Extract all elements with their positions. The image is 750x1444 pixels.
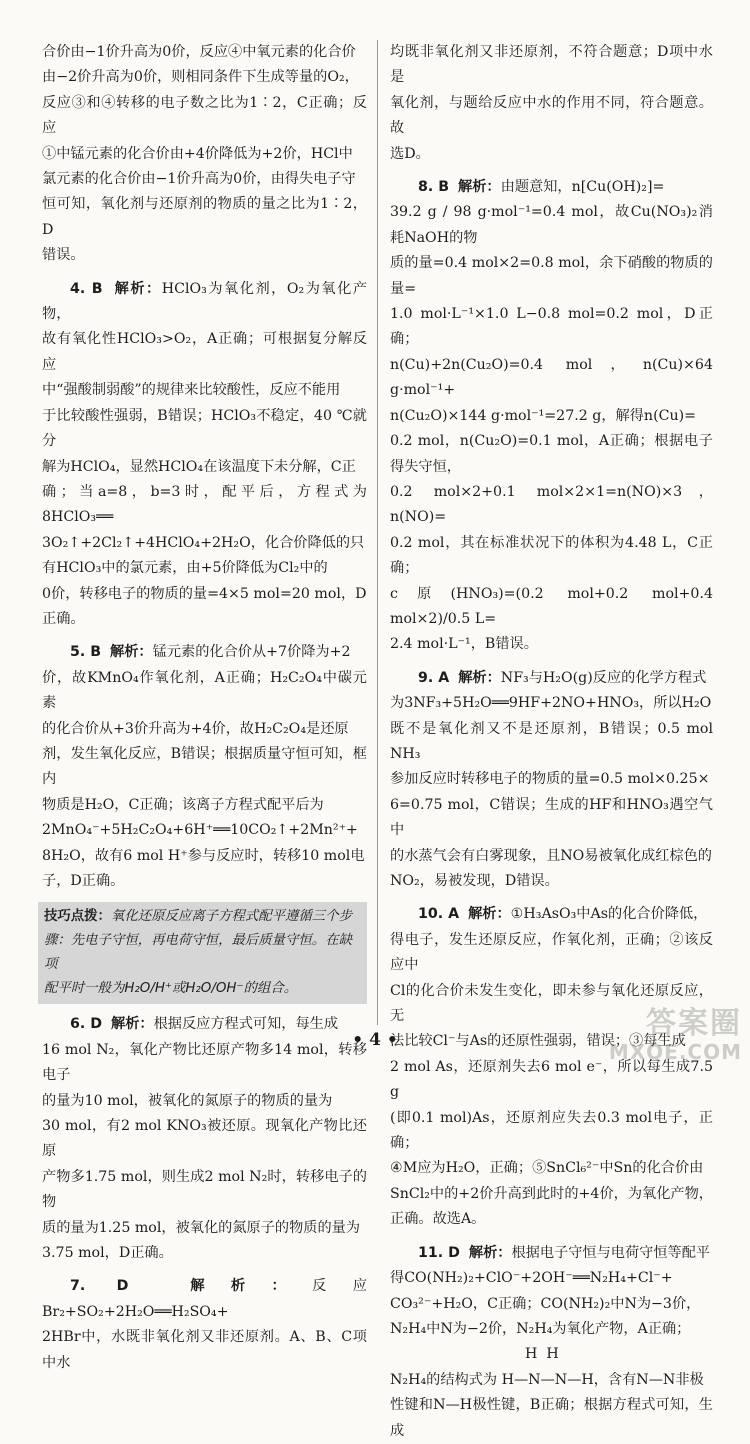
text-line: 性键和N—H极性键，B正确；根据方程式可知，生成 <box>390 1397 713 1439</box>
text-line: ①中锰元素的化合价由+4价降低为+2价，HCl中 <box>42 145 353 162</box>
text-line: 正确。 <box>42 610 85 627</box>
left-paragraph-continued <box>42 40 367 269</box>
text-line: 子，D正确。 <box>42 873 125 889</box>
answer-4-first-line <box>42 277 367 328</box>
text-line: 为3NF₃+5H₂O══9HF+2NO+HNO₃，所以H₂O <box>390 695 712 712</box>
text-line: Cl的化合价未发生变化，即未参与氧化还原反应，无 <box>390 982 713 1025</box>
text-line: 均既非氧化剂又非还原剂，不符合题意；D项中水是 <box>390 44 713 86</box>
answer-9-first-line <box>390 666 713 691</box>
text-line: n(Cu)+2n(Cu₂O)=0.4 mol，n(Cu)×64 g·mol⁻¹+ <box>390 356 713 399</box>
text-line: 故有氧化性HClO₃>O₂，A正确；可根据复分解反应 <box>42 331 367 373</box>
text-line: 由−2价升高为0价，则相同条件下生成等量的O₂， <box>42 69 359 86</box>
text-line: 氯元素的化合价由−1价升高为0价，由得失电子守 <box>42 171 356 188</box>
text-line: c原(HNO₃)=(0.2 mol+0.2 mol+0.4 mol×2)/0.5 L= <box>390 585 713 627</box>
text-line: 法比较Cl⁻与As的还原性强弱，错误；③每生成 <box>390 1033 686 1050</box>
text-line: 2 mol As，还原剂失去6 mol e⁻，所以每生成7.5 g <box>390 1058 713 1101</box>
text-line: 0.2 mol×2+0.1 mol×2×1=n(NO)×3，n(NO)= <box>390 483 713 526</box>
right-column <box>390 40 713 1444</box>
text-line: HClO₃为氧化剂，O₂为氧化产物， <box>42 280 368 323</box>
text-line: 0价，转移电子的物质的量=4×5 mol=20 mol，D <box>42 585 367 602</box>
text-line: 价，故KMnO₄作氧化剂，A正确；H₂C₂O₄中碳元素 <box>42 669 367 712</box>
text-line: 氧化还原反应离子方程式配平遵循三个步 <box>110 909 352 925</box>
text-line: 得电子，发生还原反应，作氧化剂，正确；②该反应中 <box>390 931 713 974</box>
answer-5 <box>42 640 367 894</box>
text-line: 6=0.75 mol，C错误；生成的HF和HNO₃遇空气中 <box>390 796 713 839</box>
structural-formula-top: H H <box>525 1346 559 1363</box>
text-line: N₂H₄的结构式为 H—N—N—H，含有N—N非极 <box>390 1371 704 1388</box>
text-line: 有HClO₃中的氯元素，由+5价降低为Cl₂中的 <box>42 560 328 577</box>
text-line: 2.4 mol·L⁻¹，B错误。 <box>390 636 538 653</box>
answer-11 <box>390 1241 713 1444</box>
right-paragraph-continued <box>390 40 713 167</box>
answer-number: 9. A <box>418 669 450 686</box>
analysis-label: 解析： <box>110 644 153 661</box>
text-line: 得CO(NH₂)₂+ClO⁻+2OH⁻══N₂H₄+Cl⁻+ <box>390 1270 673 1287</box>
text-line: 8H₂O，故有6 mol H⁺参与反应时，转移10 mol电 <box>42 847 365 864</box>
text-line: 于比较酸性强弱，B错误；HClO₃不稳定，40 ℃就分 <box>42 407 367 450</box>
analysis-label: 解析： <box>468 906 511 923</box>
answer-number: 6. D <box>70 1016 102 1033</box>
analysis-label: 解析： <box>458 179 501 196</box>
text-line: 参加反应时转移电子的物质的量=0.5 mol×0.25× <box>390 771 710 788</box>
text-line: 反应③和④转移的电子数之比为1∶2，C正确；反应 <box>42 94 367 137</box>
text-line: 合价由−1价升高为0价，反应④中氧元素的化合价 <box>42 44 356 60</box>
text-line: ④M应为H₂O，正确；⑤SnCl₆²⁻中Sn的化合价由 <box>390 1160 704 1177</box>
text-line: 选D。 <box>390 145 430 162</box>
text-line: NF₃与H₂O(g)反应的化学方程式 <box>500 669 707 686</box>
left-column <box>42 40 367 1376</box>
watermark-bottom: MXQE.COM <box>608 1040 742 1064</box>
text-line: 0.2 mol，n(Cu₂O)=0.1 mol，A正确；根据电子得失守恒， <box>390 433 713 475</box>
tip-first-line <box>44 905 361 929</box>
text-line: 质的量=0.4 mol×2=0.8 mol，余下硝酸的物质的量= <box>390 255 713 297</box>
text-line: 30 mol，有2 mol KNO₃被还原。现氧化产物比还原 <box>42 1118 367 1160</box>
answer-number: 8. B <box>418 179 450 196</box>
text-line: 解为HClO₄，显然HClO₄在该温度下未分解，C正 <box>42 458 356 475</box>
answer-6 <box>42 1012 367 1266</box>
text-line: 的量为10 mol，被氧化的氮原子的物质的量为 <box>42 1092 333 1109</box>
text-line: 2HBr中，水既非氧化剂又非还原剂。A、B、C项中水 <box>42 1329 367 1371</box>
text-line: N₂H₄中N为−2价，N₂H₄为氧化产物，A正确； <box>390 1320 691 1337</box>
column-divider <box>377 40 378 1025</box>
text-line: 质的量为1.25 mol，被氧化的氮原子的物质的量为 <box>42 1219 361 1236</box>
answer-4 <box>42 277 367 633</box>
text-line: 反应Br₂+SO₂+2H₂O══H₂SO₄+ <box>42 1278 367 1320</box>
answer-7 <box>42 1274 367 1376</box>
text-line: 的化合价从+3价升高为+4价，故H₂C₂O₄是还原 <box>42 720 349 737</box>
text-line: (即0.1 mol)As，还原剂应失去0.3 mol电子，正确； <box>390 1109 713 1152</box>
text-line: 根据反应方程式可知，每生成 <box>153 1016 339 1033</box>
text-line: 中“强酸制弱酸”的规律来比较酸性，反应不能用 <box>42 382 341 399</box>
text-line: 的水蒸气会有白雾现象，且NO易被氧化成红棕色的 <box>390 847 712 864</box>
text-line: 既不是氧化剂又不是还原剂，B错误；0.5 mol NH₃ <box>390 720 713 762</box>
text-line: 3.75 mol，D正确。 <box>42 1245 173 1262</box>
text-line: n(Cu₂O)×144 g·mol⁻¹=27.2 g，解得n(Cu)= <box>390 407 697 424</box>
tip-title: 技巧点拨： <box>44 909 111 925</box>
answer-7-first-line <box>42 1274 367 1325</box>
analysis-label: 解析： <box>114 280 162 297</box>
answer-number: 4. B <box>70 280 103 297</box>
answer-9 <box>390 666 713 895</box>
text-line: 配平时一般为H₂O/H⁺或H₂O/OH⁻的组合。 <box>44 981 298 997</box>
answer-5-first-line <box>42 640 367 665</box>
text-line: 由题意知，n[Cu(OH)₂]= <box>500 179 665 196</box>
answer-8-first-line <box>390 175 713 200</box>
text-line: NO₂，易被发现，D错误。 <box>390 873 559 889</box>
analysis-label: 解析： <box>111 1016 154 1033</box>
text-line: ①H₃AsO₃中As的化合价降低， <box>510 906 708 923</box>
answer-number: 7. D <box>70 1278 129 1295</box>
text-line: 氧化剂，与题给反应中水的作用不同，符合题意。故 <box>390 94 713 137</box>
text-line: 正确。故选A。 <box>390 1211 486 1228</box>
text-line: 16 mol N₂，氧化产物比还原产物多14 mol，转移电子 <box>42 1041 367 1084</box>
text-line: 1.0 mol·L⁻¹×1.0 L−0.8 mol=0.2 mol，D正确； <box>390 306 713 348</box>
answer-10-first-line <box>390 902 713 927</box>
text-line: 物质是H₂O，C正确；该离子方程式配平后为 <box>42 796 324 813</box>
text-line: SnCl₂中的+2价升高到此时的+4价，为氧化产物， <box>390 1185 713 1202</box>
text-line: 确；当a=8，b=3时，配平后，方程式为8HClO₃══ <box>42 483 367 526</box>
text-line: 39.2 g / 98 g·mol⁻¹=0.4 mol，故Cu(NO₃)₂消耗NaOH的物 <box>390 204 713 246</box>
text-line: 0.2 mol，其在标准状况下的体积为4.48 L，C正确； <box>390 534 713 577</box>
text-line: 锰元素的化合价从+7价降为+2 <box>152 644 351 661</box>
page-number: • 4 • <box>352 1030 398 1050</box>
text-line: 产物多1.75 mol，则生成2 mol N₂时，转移电子的物 <box>42 1168 367 1211</box>
text-line: 2MnO₄⁻+5H₂C₂O₄+6H⁺══10CO₂↑+2Mn²⁺+ <box>42 822 358 839</box>
text-line: 根据电子守恒与电荷守恒等配平 <box>511 1244 711 1261</box>
text-line: 恒可知，氧化剂与还原剂的物质的量之比为1∶2，D <box>42 196 367 238</box>
text-line: CO₃²⁻+H₂O，C正确；CO(NH₂)₂中N为−3价， <box>390 1295 701 1312</box>
answer-10 <box>390 902 713 1232</box>
analysis-label: 解析： <box>190 1278 313 1295</box>
text-line: 3O₂↑+2Cl₂↑+4HClO₄+2H₂O，化合价降低的只 <box>42 534 365 551</box>
watermark-top: 答案圈 <box>646 1006 742 1041</box>
analysis-label: 解析： <box>458 669 501 686</box>
answer-8 <box>390 175 713 658</box>
answer-number: 10. A <box>418 906 460 923</box>
answer-number: 5. B <box>70 644 102 661</box>
answer-number: 11. D <box>418 1244 460 1261</box>
text-line: 错误。 <box>42 247 85 264</box>
watermark-logo <box>592 1007 742 1067</box>
text-line: 剂，发生氧化反应，B错误；根据质量守恒可知，框内 <box>42 745 367 788</box>
analysis-label: 解析： <box>468 1244 512 1261</box>
text-line: 骤：先电子守恒，再电荷守恒，最后质量守恒。在缺项 <box>44 933 352 973</box>
answer-11-first-line <box>390 1241 713 1266</box>
tip-box <box>38 902 367 1004</box>
